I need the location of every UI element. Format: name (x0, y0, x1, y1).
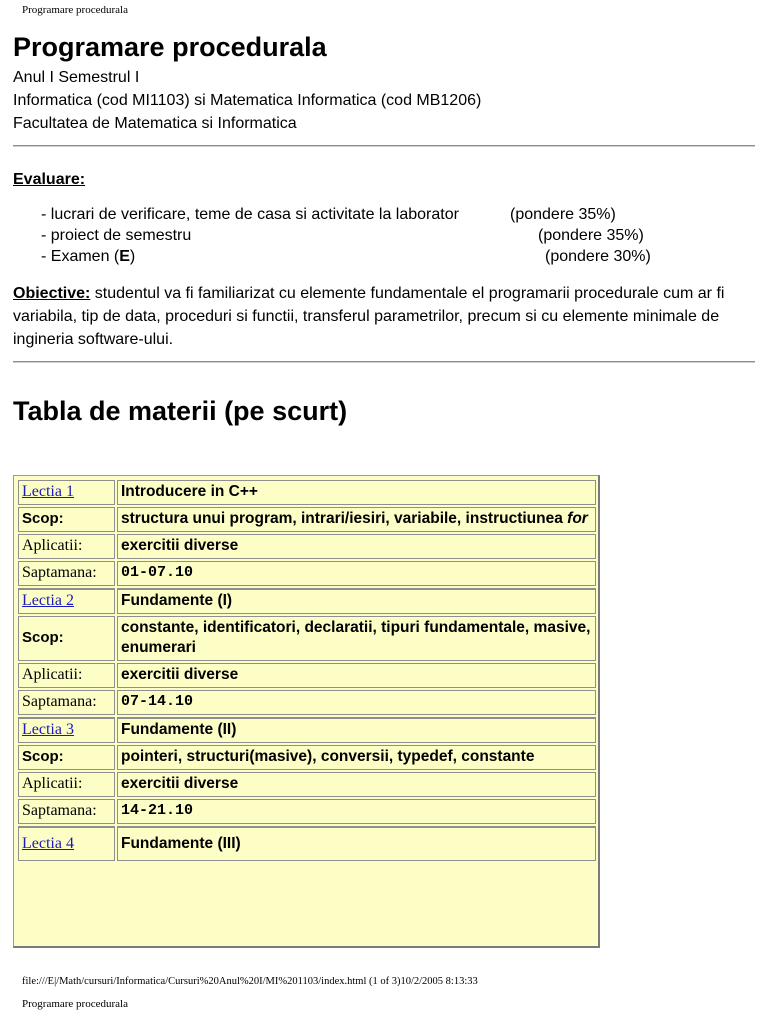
lesson-link-cell (18, 588, 115, 614)
toc-title: Tabla de materii (pe scurt) (13, 396, 348, 426)
table-row (18, 690, 596, 715)
lesson-applications: exercitii diverse (117, 772, 596, 797)
divider (13, 361, 755, 363)
course-faculty-line: Facultatea de Matematica si Informatica (13, 115, 297, 132)
objectives-paragraph (13, 282, 755, 351)
lesson-week: 14-21.10 (117, 799, 596, 824)
course-year-line: Anul I Semestrul I (13, 69, 140, 86)
page-title: Programare procedurala (13, 32, 327, 62)
table-row (18, 745, 596, 770)
scope-label: Scop: (18, 507, 115, 532)
lesson-applications: exercitii diverse (117, 534, 596, 559)
scope-label: Scop: (18, 616, 115, 661)
table-row (18, 534, 596, 559)
evaluation-list (13, 204, 755, 267)
week-label: Saptamana: (18, 799, 115, 824)
lessons-table (13, 475, 600, 948)
table-row (18, 616, 596, 661)
lesson-scope: structura unui program, intrari/iesiri, variabile, instructiunea for (117, 507, 596, 532)
lesson-applications: exercitii diverse (117, 663, 596, 688)
evaluation-item (13, 246, 755, 267)
lesson-title: Fundamente (I) (117, 588, 596, 614)
lesson-link[interactable]: Lectia 3 (22, 721, 74, 738)
footer-path: file:///E|/Math/cursuri/Informatica/Cursuri%20Anul%20I/MI%201103/index.html (1 of 3)10/2/2005 8:13:33 (22, 976, 478, 987)
course-content (13, 30, 755, 427)
table-row (18, 561, 596, 586)
footer-title: Programare procedurala (22, 998, 128, 1010)
lesson-link-cell (18, 826, 115, 861)
evaluation-item-weight: (pondere 30%) (545, 248, 651, 265)
scope-label: Scop: (18, 745, 115, 770)
table-row (18, 826, 596, 861)
evaluation-item (13, 204, 755, 225)
table-row (18, 480, 596, 505)
lesson-link-cell (18, 480, 115, 505)
lesson-scope: pointeri, structuri(masive), conversii, typedef, constante (117, 745, 596, 770)
evaluation-item (13, 225, 755, 246)
evaluation-item-desc: - Examen (E) (41, 248, 136, 265)
lesson-week: 01-07.10 (117, 561, 596, 586)
applications-label: Aplicatii: (18, 772, 115, 797)
week-label: Saptamana: (18, 561, 115, 586)
lesson-link[interactable]: Lectia 2 (22, 592, 74, 609)
lesson-title: Introducere in C++ (117, 480, 596, 505)
lesson-link[interactable]: Lectia 1 (22, 483, 74, 500)
lesson-title: Fundamente (II) (117, 717, 596, 743)
lesson-link[interactable]: Lectia 4 (22, 835, 74, 852)
lesson-week: 07-14.10 (117, 690, 596, 715)
lessons-grid (16, 478, 598, 863)
evaluation-item-desc: - proiect de semestru (41, 227, 192, 244)
course-codes-line: Informatica (cod MI1103) si Matematica Informatica (cod MB1206) (13, 92, 482, 109)
evaluation-heading: Evaluare: (13, 171, 86, 188)
applications-label: Aplicatii: (18, 534, 115, 559)
week-label: Saptamana: (18, 690, 115, 715)
lesson-link-cell (18, 717, 115, 743)
applications-label: Aplicatii: (18, 663, 115, 688)
objectives-label: Obiective: (13, 285, 91, 302)
table-row (18, 799, 596, 824)
lesson-title: Fundamente (III) (117, 826, 596, 861)
running-header: Programare procedurala (22, 4, 128, 16)
table-row (18, 507, 596, 532)
table-row (18, 588, 596, 614)
table-row (18, 663, 596, 688)
evaluation-item-desc: - lucrari de verificare, teme de casa si activitate la laborator (41, 206, 459, 223)
divider (13, 145, 755, 147)
evaluation-item-weight: (pondere 35%) (510, 206, 616, 223)
objectives-text: studentul va fi familiarizat cu elemente fundamentale el programarii procedurale cum ar fi variabila, tip de data, proceduri si functii, transferul parametrilor, precum si cu elemente minimale de ingineria software-ului. (13, 285, 725, 348)
evaluation-item-weight: (pondere 35%) (538, 227, 644, 244)
lesson-scope: constante, identificatori, declaratii, tipuri fundamentale, masive, enumerari (117, 616, 596, 661)
table-row (18, 717, 596, 743)
table-row (18, 772, 596, 797)
